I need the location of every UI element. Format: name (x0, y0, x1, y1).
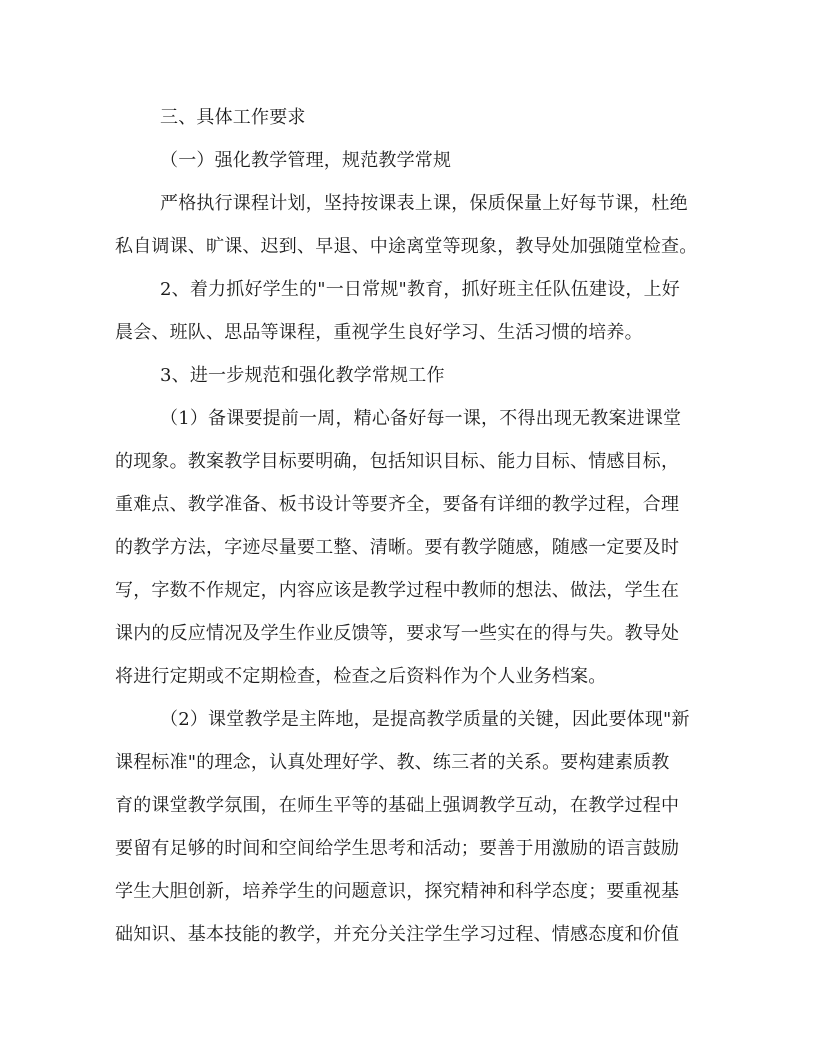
paragraph-line: 课内的反应情况及学生作业反馈等，要求写一些实在的得与失。教导处 (115, 623, 680, 644)
paragraph-line: 写，字数不作规定，内容应该是教学过程中教师的想法、做法，学生在 (115, 580, 680, 601)
paragraph-line: 将进行定期或不定期检查，检查之后资料作为个人业务档案。 (115, 666, 607, 687)
paragraph-line: （1）备课要提前一周，精心备好每一课，不得出现无教案进课堂 (160, 408, 682, 429)
paragraph-line: （2）课堂教学是主阵地，是提高教学质量的关键，因此要体现"新 (160, 709, 690, 730)
paragraph-line: 要留有足够的时间和空间给学生思考和活动；要善于用激励的语言鼓励 (115, 838, 680, 859)
paragraph-line: 学生大胆创新，培养学生的问题意识，探究精神和科学态度；要重视基 (115, 881, 680, 902)
paragraph-line: 课程标准"的理念，认真处理好学、教、练三者的关系。要构建素质教 (115, 752, 670, 773)
subheading: （一）强化教学管理，规范教学常规 (160, 150, 452, 171)
paragraph-line: 重难点、教学准备、板书设计等要齐全，要备有详细的教学过程，合理 (115, 494, 680, 515)
section-heading: 三、具体工作要求 (160, 107, 306, 128)
paragraph-line: 育的课堂教学氛围，在师生平等的基础上强调教学互动，在教学过程中 (115, 795, 680, 816)
paragraph-line: 2、着力抓好学生的"一日常规"教育，抓好班主任队伍建设，上好 (160, 279, 681, 300)
paragraph-line: 础知识、基本技能的教学，并充分关注学生学习过程、情感态度和价值 (115, 924, 680, 945)
paragraph-line: 晨会、班队、思品等课程，重视学生良好学习、生活习惯的培养。 (115, 322, 643, 343)
paragraph-line: 的教学方法，字迹尽量要工整、清晰。要有教学随感，随感一定要及时 (115, 537, 680, 558)
paragraph-line: 严格执行课程计划，坚持按课表上课，保质保量上好每节课，杜绝 (160, 193, 688, 214)
paragraph-line: 的现象。教案教学目标要明确，包括知识目标、能力目标、情感目标， (115, 451, 680, 472)
paragraph-line: 私自调课、旷课、迟到、早退、中途离堂等现象，教导处加强随堂检查。 (115, 236, 698, 257)
paragraph-line: 3、进一步规范和强化教学常规工作 (160, 365, 445, 386)
